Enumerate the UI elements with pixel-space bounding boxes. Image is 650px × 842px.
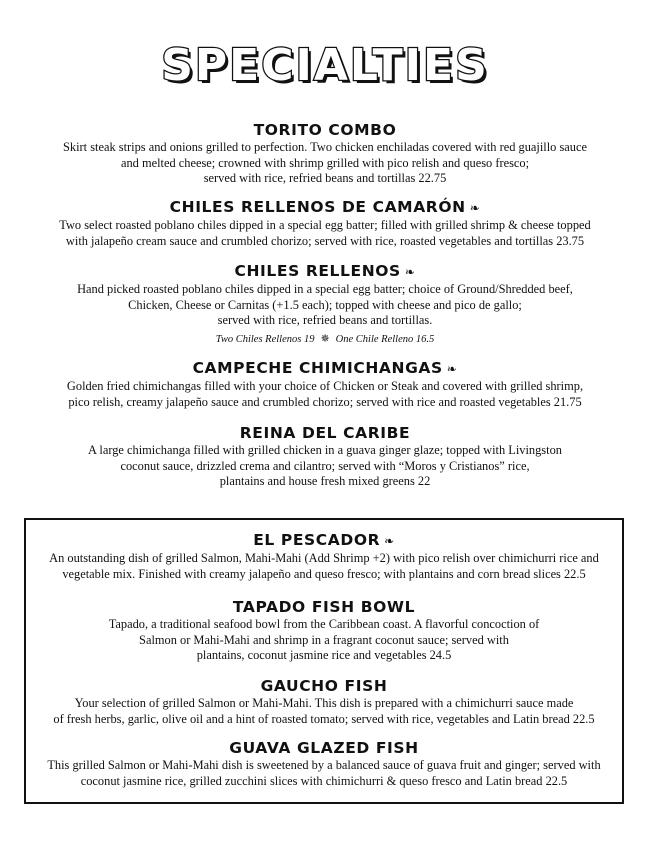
menu-item-campeche-chimichangas bbox=[20, 359, 630, 410]
item-name: REINA DEL CARIBE bbox=[239, 424, 411, 442]
item-description: Tapado, a traditional seafood bowl from the Caribbean coast. A flavorful concoction of Salmon or Mahi-Mahi and shrimp in a fragrant coconut sauce; served with plantains, coconut jasmine rice and vegetables 24.5 bbox=[108, 617, 540, 662]
item-name: CHILES RELLENOS DE CAMARÓN ❧ bbox=[169, 198, 481, 216]
item-description: Your selection of grilled Salmon or Mahi-Mahi. This dish is prepared with a chimichurri sauce made of fresh herbs, garlic, olive oil and a hint of roasted tomato; served with rice, vegetables and Latin bread 22.5 bbox=[53, 696, 595, 726]
item-description: Skirt steak strips and onions grilled to perfection. Two chicken enchiladas covered with red guajillo sauce and melted cheese; crowned with shrimp grilled with pico relish and queso fresco; served with rice, refried beans and tortillas 22.75 bbox=[63, 140, 587, 185]
menu-item-guava-glazed-fish bbox=[26, 739, 622, 789]
item-options: Two Chiles Rellenos 19 ✵ One Chile Relleno 16.5 bbox=[215, 332, 435, 345]
seafood-box bbox=[24, 518, 624, 804]
menu-item-reina-del-caribe bbox=[20, 424, 630, 490]
menu-item-el-pescador bbox=[26, 531, 622, 582]
item-name: TORITO COMBO bbox=[253, 121, 397, 139]
menu-item-chiles-rellenos-camaron bbox=[20, 198, 630, 249]
star-icon: ✵ bbox=[320, 332, 330, 345]
leaf-icon: ❧ bbox=[446, 362, 458, 376]
menu-item-tapado-fish-bowl bbox=[26, 598, 622, 664]
menu-item-chiles-rellenos bbox=[20, 262, 630, 347]
item-name: GAUCHO FISH bbox=[260, 677, 388, 695]
item-description: An outstanding dish of grilled Salmon, Mahi-Mahi (Add Shrimp +2) with pico relish over chimichurri rice and vegetable mix. Finished with creamy jalapeño and queso fresco; with plantains and corn bread slices 22.5 bbox=[49, 551, 599, 581]
item-description: Golden fried chimichangas filled with your choice of Chicken or Steak and covered with grilled shrimp, pico relish, creamy jalapeño sauce and crumbled chorizo; served with rice and roasted vegetables 21.75 bbox=[66, 379, 584, 409]
leaf-icon: ❧ bbox=[384, 534, 395, 548]
item-description: A large chimichanga filled with grilled chicken in a guava ginger glaze; topped with Livingston coconut sauce, drizzled crema and cilantro; served with “Moros y Cristianos” rice, plantains and house fresh mixed greens 22 bbox=[88, 443, 562, 488]
leaf-icon: ❧ bbox=[404, 265, 416, 279]
menu-item-torito-combo bbox=[20, 121, 630, 187]
item-name: EL PESCADOR ❧ bbox=[253, 531, 395, 549]
item-description: Hand picked roasted poblano chiles dipped in a special egg batter; choice of Ground/Shredded beef, Chicken, Cheese or Carnitas (+1.5 each); topped with cheese and pico de gallo; served with rice, refried beans and tortillas. bbox=[77, 282, 573, 327]
menu-item-gaucho-fish bbox=[26, 677, 622, 727]
item-description: This grilled Salmon or Mahi-Mahi dish is sweetened by a balanced sauce of guava fruit and ginger; served with coconut jasmine rice, grilled zucchini slices with chimichurri & queso fresco and Latin bread 22.5 bbox=[47, 758, 601, 788]
leaf-icon: ❧ bbox=[469, 201, 481, 215]
item-name: TAPADO FISH BOWL bbox=[232, 598, 416, 616]
item-description: Two select roasted poblano chiles dipped in a special egg batter; filled with grilled shrimp & cheese topped with jalapeño cream sauce and crumbled chorizo; served with rice, roasted vegetables and tortillas 23.75 bbox=[59, 218, 591, 248]
item-name: GUAVA GLAZED FISH bbox=[229, 739, 419, 757]
item-name: CAMPECHE CHIMICHANGAS ❧ bbox=[192, 359, 458, 377]
item-name: CHILES RELLENOS ❧ bbox=[234, 262, 416, 280]
page-title: SPECIALTIES bbox=[161, 40, 489, 91]
